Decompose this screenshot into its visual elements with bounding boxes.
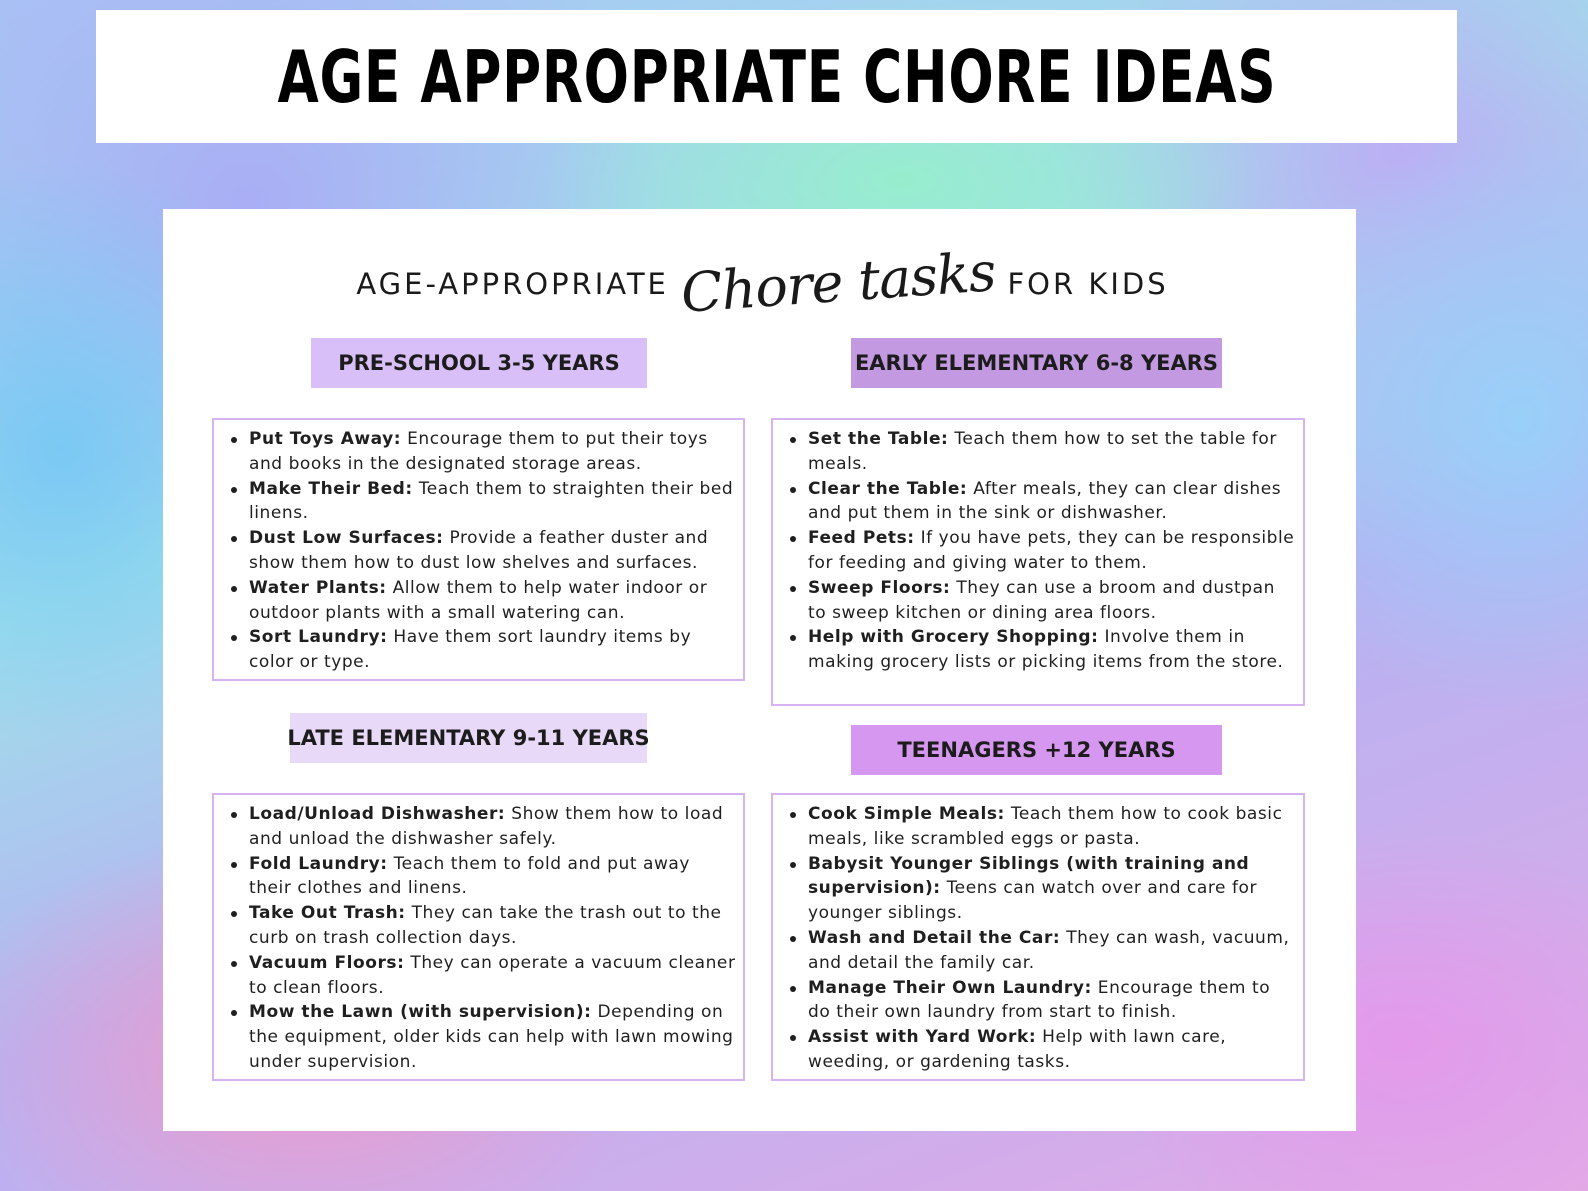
task-term: Sort Laundry:: [249, 627, 388, 648]
task-term: Feed Pets:: [808, 528, 915, 549]
chore-card: [163, 209, 1356, 1131]
card-heading: [163, 239, 1356, 329]
task-item: [224, 852, 737, 902]
task-item: [783, 1025, 1297, 1075]
task-item: [783, 427, 1297, 477]
task-description: Teens can watch over and care for younger siblings.: [808, 878, 1258, 924]
task-description: Have them sort laundry items by color or type.: [249, 627, 692, 673]
task-description: After meals, they can clear dishes and put them in the sink or dishwasher.: [808, 478, 1282, 524]
section-box-early-elementary: [771, 418, 1305, 706]
task-item: [224, 951, 737, 1001]
task-item: [783, 926, 1297, 976]
section-label-early-elementary: EARLY ELEMENTARY 6-8 YEARS: [851, 338, 1222, 388]
task-description: Provide a feather duster and show them how to dust low shelves and surfaces.: [249, 528, 709, 573]
page-title: AGE APPROPRIATE CHORE IDEAS: [277, 34, 1276, 119]
task-term: Wash and Detail the Car:: [808, 927, 1061, 948]
task-description: Encourage them to do their own laundry from start to finish.: [808, 977, 1271, 1023]
task-description: Teach them to fold and put away their clothes and linens.: [249, 853, 690, 899]
section-label-late-elementary: LATE ELEMENTARY 9-11 YEARS: [290, 713, 647, 763]
task-term: Fold Laundry:: [249, 853, 388, 874]
task-description: They can wash, vacuum, and detail the family car.: [808, 927, 1290, 973]
section-box-late-elementary: [212, 793, 745, 1081]
task-term: Babysit Younger Siblings (with training and supervision):: [808, 853, 1250, 899]
title-banner: [96, 10, 1457, 143]
task-term: Cook Simple Meals:: [808, 804, 1005, 824]
task-item: [224, 625, 737, 675]
task-item: [783, 477, 1297, 527]
task-item: [224, 427, 737, 477]
task-description: Teach them how to set the table for meals.: [808, 429, 1277, 474]
section-label-teenagers: TEENAGERS +12 YEARS: [851, 725, 1222, 775]
task-term: Take Out Trash:: [249, 903, 406, 924]
task-list: [783, 802, 1297, 1075]
task-term: Make Their Bed:: [249, 478, 413, 499]
task-term: Clear the Table:: [808, 478, 968, 499]
task-item: [783, 576, 1297, 626]
task-term: Load/Unload Dishwasher:: [249, 804, 506, 824]
task-term: Help with Grocery Shopping:: [808, 627, 1099, 648]
task-item: [783, 852, 1297, 926]
task-description: They can take the trash out to the curb on trash collection days.: [249, 903, 722, 948]
task-list: [224, 802, 737, 1075]
section-label-preschool: PRE-SCHOOL 3-5 YEARS: [311, 338, 647, 388]
section-box-teenagers: [771, 793, 1305, 1081]
task-description: Show them how to load and unload the dishwasher safely.: [249, 804, 724, 849]
task-list: [224, 427, 737, 675]
heading-left-text: AGE-APPROPRIATE: [356, 267, 669, 301]
task-list: [783, 427, 1297, 675]
task-term: Sweep Floors:: [808, 577, 951, 598]
task-description: Involve them in making grocery lists or picking items from the store.: [808, 627, 1284, 673]
task-term: Set the Table:: [808, 429, 949, 449]
task-item: [224, 901, 737, 951]
task-term: Put Toys Away:: [249, 429, 402, 449]
task-item: [783, 625, 1297, 675]
task-item: [224, 1000, 737, 1074]
task-description: They can operate a vacuum cleaner to clean floors.: [249, 952, 736, 998]
section-box-preschool: [212, 418, 745, 681]
task-term: Mow the Lawn (with supervision):: [249, 1002, 592, 1023]
task-description: Allow them to help water indoor or outdoor plants with a small watering can.: [249, 577, 708, 623]
task-item: [224, 477, 737, 527]
task-item: [224, 802, 737, 852]
task-description: Depending on the equipment, older kids can help with lawn mowing under supervision.: [249, 1002, 734, 1072]
task-term: Assist with Yard Work:: [808, 1027, 1037, 1048]
task-description: If you have pets, they can be responsible for feeding and giving water to them.: [808, 528, 1295, 573]
task-description: Teach them to straighten their bed linens.: [249, 478, 734, 524]
task-item: [783, 976, 1297, 1026]
task-description: They can use a broom and dustpan to sweep kitchen or dining area floors.: [808, 577, 1275, 623]
task-term: Vacuum Floors:: [249, 952, 405, 973]
task-term: Manage Their Own Laundry:: [808, 977, 1092, 998]
task-description: Teach them how to cook basic meals, like scrambled eggs or pasta.: [808, 804, 1283, 849]
task-item: [224, 576, 737, 626]
heading-right-text: FOR KIDS: [1007, 267, 1169, 301]
task-term: Dust Low Surfaces:: [249, 528, 444, 549]
task-item: [783, 802, 1297, 852]
task-description: Help with lawn care, weeding, or gardening tasks.: [808, 1027, 1227, 1072]
task-item: [783, 526, 1297, 576]
heading-script-text: Chore tasks: [678, 239, 998, 325]
task-description: Encourage them to put their toys and books in the designated storage areas.: [249, 429, 708, 474]
task-term: Water Plants:: [249, 577, 387, 598]
task-item: [224, 526, 737, 576]
